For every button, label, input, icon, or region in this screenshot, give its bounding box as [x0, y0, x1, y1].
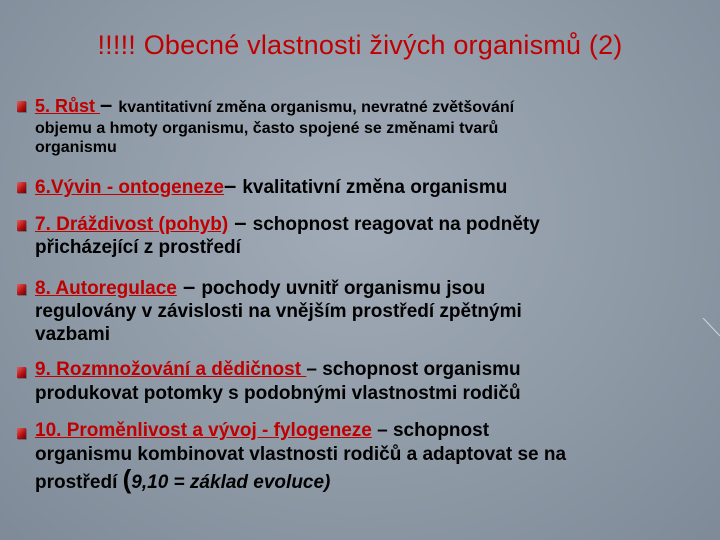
- property-item-variability: [35, 419, 715, 495]
- bullet-icon: [17, 367, 26, 378]
- property-text: schopnost organismu: [322, 359, 521, 380]
- dash: –: [371, 420, 393, 441]
- evolution-note: 9,10 = základ evoluce): [131, 472, 331, 493]
- dash: –: [306, 359, 323, 380]
- dash: –: [100, 92, 119, 117]
- property-text: vazbami: [35, 324, 110, 345]
- paren-open: (: [122, 464, 132, 494]
- property-item-development: [35, 174, 715, 200]
- property-title: 9. Rozmnožování a dědičnost: [35, 359, 307, 380]
- property-item-irritability: [35, 211, 715, 259]
- property-item-reproduction: [35, 358, 715, 406]
- property-text: produkovat potomky s podobnými vlastnostmi rodičů: [35, 383, 521, 404]
- dash: –: [223, 173, 243, 198]
- decorative-line-icon: [700, 318, 720, 338]
- bullet-icon: [17, 101, 26, 112]
- property-title: 8. Autoregulace: [35, 278, 177, 299]
- property-text: pochody uvnitř organismu jsou: [201, 278, 486, 299]
- bullet-icon: [17, 182, 26, 193]
- property-text: organismu kombinovat vlastnosti rodičů a adaptovat se na: [35, 444, 567, 465]
- bullet-icon: [17, 428, 26, 439]
- property-text: schopnost reagovat na podněty: [252, 214, 540, 235]
- property-title: 7. Dráždivost (pohyb): [35, 214, 229, 235]
- bullet-icon: [17, 284, 26, 295]
- property-text: přicházející z prostředí: [35, 237, 241, 258]
- slide-title: !!!!! Obecné vlastnosti živých organismů (2): [97, 30, 623, 60]
- property-text: kvantitativní změna organismu, nevratné zvětšování: [118, 99, 515, 116]
- property-text: schopnost: [392, 420, 490, 441]
- property-text: organismu: [35, 139, 117, 156]
- property-text: kvalitativní změna organismu: [242, 177, 508, 198]
- dash: –: [176, 274, 202, 299]
- property-title: 6.Vývin - ontogeneze: [35, 177, 224, 198]
- dash: –: [228, 210, 253, 235]
- property-text: prostředí: [35, 472, 123, 493]
- property-item-growth: [35, 92, 715, 157]
- property-text: objemu a hmoty organismu, často spojené se změnami tvarů: [35, 120, 499, 137]
- property-text: regulovány v závislosti na vnějším prostředí zpětnými: [35, 301, 522, 322]
- property-item-autoregulation: [35, 275, 715, 346]
- property-title: 5. Růst: [35, 96, 101, 116]
- property-title: 10. Proměnlivost a vývoj - fylogeneze: [35, 420, 372, 441]
- bullet-icon: [17, 220, 26, 231]
